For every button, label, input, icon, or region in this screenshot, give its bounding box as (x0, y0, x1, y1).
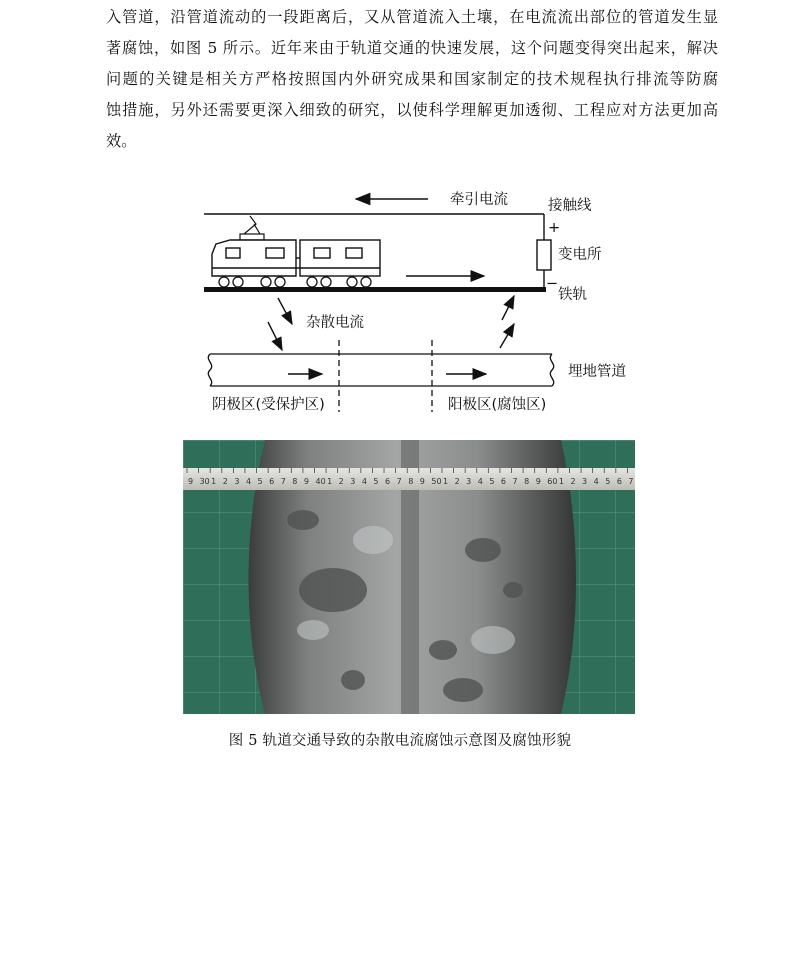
anode-zone-label: 阳极区(腐蚀区) (448, 397, 547, 413)
stray-current-arrow (268, 322, 282, 350)
ruler-tick-label: 6 (500, 477, 507, 486)
return-current-arrow (500, 324, 514, 348)
ruler-tick-label: 4 (477, 477, 483, 486)
paragraph-line: 效。 (106, 132, 137, 150)
ruler-tick-label: 60 (547, 477, 558, 486)
stray-current-diagram (196, 182, 646, 420)
ruler-tick-label: 30 (199, 477, 210, 486)
ruler-tick-label: 5 (257, 477, 263, 486)
ruler-tick-label: 7 (280, 477, 286, 486)
ruler-tick-label: 2 (222, 477, 228, 486)
ruler-tick-label: 9 (535, 477, 541, 486)
ruler-tick-label: 5 (373, 477, 379, 486)
ruler-tick-label: 7 (396, 477, 402, 486)
rail (204, 287, 546, 292)
ruler-tick-label: 7 (628, 477, 634, 486)
train (212, 240, 380, 276)
ruler-tick-label: 4 (245, 477, 252, 486)
traction-current-label: 牵引电流 (450, 192, 508, 208)
ruler-tick-label: 40 (315, 477, 326, 486)
ruler-tick-label: 1 (327, 477, 333, 486)
ruler-tick-label: 1 (558, 477, 564, 486)
ruler-tick-label: 2 (570, 477, 576, 486)
ruler-tick-label: 1 (442, 477, 449, 486)
stray-current-arrow (278, 298, 292, 324)
ruler-tick-label: 5 (489, 477, 495, 486)
figure-caption: 图 5 轨道交通导致的杂散电流腐蚀示意图及腐蚀形貌 (228, 733, 572, 749)
substation-box (537, 240, 551, 270)
buried-pipeline-label: 埋地管道 (568, 364, 626, 380)
plus-sign: + (548, 220, 561, 236)
paragraph-line: 问题的关键是相关方严格按照国内外研究成果和国家制定的技术规程执行排流等防腐 (106, 70, 718, 88)
ruler-tick-label: 3 (234, 477, 240, 486)
ruler-tick-label: 3 (466, 477, 472, 486)
ruler-tick-label: 2 (338, 477, 344, 486)
return-current-arrow (502, 296, 514, 320)
ruler-tick-label: 9 (188, 477, 194, 486)
ruler-tick-label: 9 (303, 477, 309, 486)
ruler-tick-label: 3 (582, 477, 588, 486)
ruler-tick-label: 3 (350, 477, 356, 486)
corrosion-photo-svg (183, 440, 635, 714)
ruler-tick-label: 1 (211, 477, 217, 486)
contact-wire-label: 接触线 (548, 198, 592, 214)
body-paragraph (106, 2, 718, 157)
ruler-tick-label: 6 (269, 477, 275, 486)
cathode-zone-label: 阴极区(受保护区) (212, 397, 325, 413)
ruler-tick-label: 7 (512, 477, 518, 486)
ruler-tick-label: 5 (605, 477, 611, 486)
ruler-tick-label: 9 (419, 477, 425, 486)
corrosion-photo (183, 440, 635, 714)
ruler-tick-label: 8 (524, 477, 530, 486)
ruler-tick-label: 4 (361, 477, 367, 486)
ruler-tick-label: 6 (385, 477, 391, 486)
ruler-tick-label: 8 (408, 477, 414, 486)
stray-current-label: 杂散电流 (306, 315, 364, 331)
diagram-svg (196, 182, 646, 420)
ruler-tick-label: 50 (431, 477, 442, 486)
ruler-tick-label: 8 (292, 477, 298, 486)
rail-label: 铁轨 (558, 287, 587, 303)
substation-label: 变电所 (558, 247, 602, 263)
paragraph-line: 蚀措施，另外还需要更深入细致的研究，以使科学理解更加透彻、工程应对方法更加高 (106, 101, 718, 119)
minus-sign: − (546, 276, 559, 292)
ruler-tick-label: 2 (454, 477, 460, 486)
buried-pipeline (208, 354, 553, 386)
paragraph-line: 入管道，沿管道流动的一段距离后，又从管道流入土壤，在电流流出部位的管道发生显 (106, 8, 718, 26)
ruler-tick-label: 4 (593, 477, 599, 486)
ruler-tick-label: 6 (616, 477, 622, 486)
paragraph-line: 著腐蚀，如图 5 所示。近年来由于轨道交通的快速发展，这个问题变得突出起来，解决 (106, 39, 718, 57)
pantograph (240, 216, 264, 240)
train-wheels (219, 277, 371, 287)
